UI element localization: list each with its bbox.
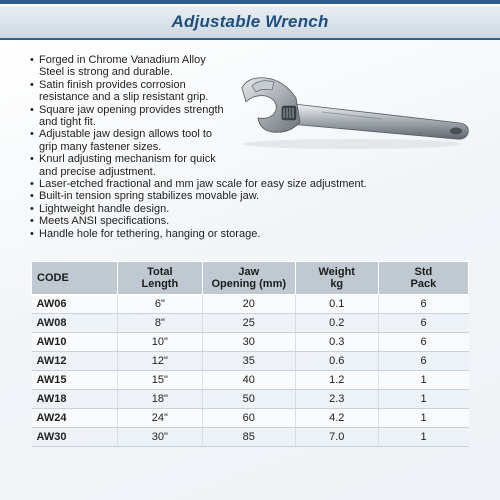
table-row — [32, 352, 469, 371]
cell-code: AW18 — [32, 390, 118, 409]
cell-length: 15" — [117, 371, 202, 390]
table-row — [32, 390, 469, 409]
cell-pack: 6 — [378, 295, 468, 314]
cell-length: 12" — [117, 352, 202, 371]
cell-weight: 2.3 — [295, 390, 378, 409]
cell-weight: 1.2 — [295, 371, 378, 390]
cell-jaw: 20 — [202, 295, 295, 314]
feature-item: • Square jaw opening provides strength and tight fit. — [30, 104, 470, 129]
header-std-pack: Std Pack — [378, 262, 468, 295]
table-header-row — [32, 262, 469, 295]
header-weight: Weight kg — [295, 262, 378, 295]
cell-length: 6" — [117, 295, 202, 314]
feature-item: • Adjustable jaw design allows tool to grip many fastener sizes. — [30, 128, 470, 153]
cell-length: 8" — [117, 314, 202, 333]
cell-code: AW24 — [32, 409, 118, 428]
table-row — [32, 371, 469, 390]
cell-code: AW15 — [32, 371, 118, 390]
cell-weight: 0.2 — [295, 314, 378, 333]
cell-weight: 0.3 — [295, 333, 378, 352]
feature-item: • Knurl adjusting mechanism for quick and precise adjustment. — [30, 153, 470, 178]
table-row — [32, 295, 469, 314]
cell-jaw: 85 — [202, 428, 295, 447]
feature-item: • Laser-etched fractional and mm jaw scale for easy size adjustment. — [30, 178, 470, 190]
page-title: Adjustable Wrench — [171, 12, 329, 31]
table-row — [32, 333, 469, 352]
header-total-length: Total Length — [117, 262, 202, 295]
table-row — [32, 428, 469, 447]
cell-jaw: 40 — [202, 371, 295, 390]
cell-length: 10" — [117, 333, 202, 352]
feature-item: • Satin finish provides corrosion resistance and a slip resistant grip. — [30, 79, 470, 104]
feature-item: • Lightweight handle design. — [30, 203, 470, 215]
cell-pack: 6 — [378, 352, 468, 371]
cell-weight: 4.2 — [295, 409, 378, 428]
cell-code: AW06 — [32, 295, 118, 314]
title-banner — [0, 6, 500, 40]
feature-item: • Handle hole for tethering, hanging or storage. — [30, 228, 470, 240]
cell-pack: 1 — [378, 409, 468, 428]
cell-length: 18" — [117, 390, 202, 409]
cell-pack: 1 — [378, 390, 468, 409]
table-row — [32, 314, 469, 333]
cell-jaw: 50 — [202, 390, 295, 409]
cell-code: AW12 — [32, 352, 118, 371]
cell-jaw: 60 — [202, 409, 295, 428]
top-accent-rule — [0, 0, 500, 4]
cell-pack: 1 — [378, 428, 468, 447]
header-jaw-opening: Jaw Opening (mm) — [202, 262, 295, 295]
cell-weight: 7.0 — [295, 428, 378, 447]
feature-item: • Forged in Chrome Vanadium Alloy Steel is strong and durable. — [30, 54, 470, 79]
feature-item: • Built-in tension spring stabilizes movable jaw. — [30, 190, 470, 202]
feature-item: • Meets ANSI specifications. — [30, 215, 470, 227]
cell-weight: 0.1 — [295, 295, 378, 314]
cell-code: AW08 — [32, 314, 118, 333]
table-row — [32, 409, 469, 428]
cell-jaw: 25 — [202, 314, 295, 333]
cell-weight: 0.6 — [295, 352, 378, 371]
header-code: CODE — [32, 262, 118, 295]
cell-pack: 6 — [378, 333, 468, 352]
spec-table — [31, 261, 469, 447]
cell-jaw: 35 — [202, 352, 295, 371]
cell-pack: 6 — [378, 314, 468, 333]
cell-length: 30" — [117, 428, 202, 447]
cell-length: 24" — [117, 409, 202, 428]
adjustable-wrench-image — [232, 74, 472, 154]
cell-pack: 1 — [378, 371, 468, 390]
cell-code: AW10 — [32, 333, 118, 352]
cell-code: AW30 — [32, 428, 118, 447]
cell-jaw: 30 — [202, 333, 295, 352]
